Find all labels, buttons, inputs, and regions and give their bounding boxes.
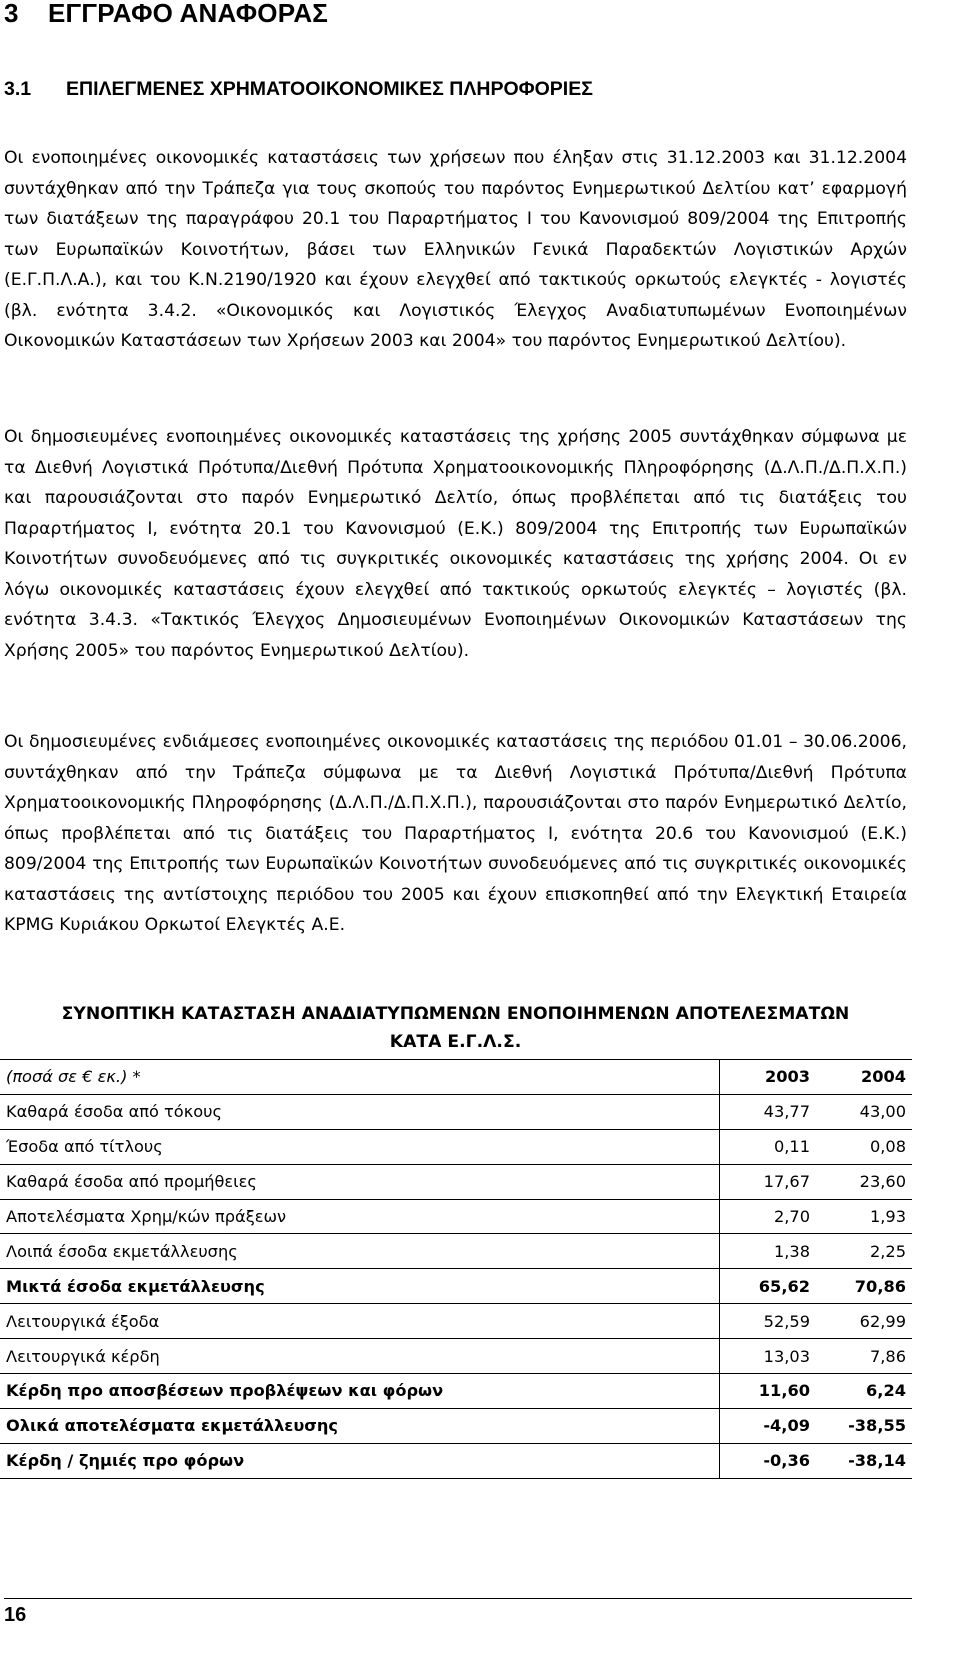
value-2003: -0,36 <box>720 1443 817 1478</box>
table-row <box>0 1304 912 1339</box>
row-label: Ολικά αποτελέσματα εκμετάλλευσης <box>0 1408 720 1443</box>
table-row <box>0 1374 912 1409</box>
footer-divider <box>4 1598 912 1599</box>
table-row <box>0 1443 912 1478</box>
table-row <box>0 1164 912 1199</box>
table-row <box>0 1199 912 1234</box>
table-title-line-1: ΣΥΝΟΠΤΙΚΗ ΚΑΤΑΣΤΑΣΗ ΑΝΑΔΙΑΤΥΠΩΜΕΝΩΝ ΕΝΟΠΟΙΗΜΕΝΩΝ ΑΠΟΤΕΛΕΣΜΑΤΩΝ <box>61 1004 850 1024</box>
table-row <box>0 1408 912 1443</box>
value-2004: 70,86 <box>816 1269 912 1304</box>
value-2004: 43,00 <box>816 1094 912 1129</box>
row-label: Λειτουργικά κέρδη <box>0 1339 720 1374</box>
value-2004: 23,60 <box>816 1164 912 1199</box>
table-header-row <box>0 1060 912 1095</box>
table-row <box>0 1094 912 1129</box>
row-label: Καθαρά έσοδα από τόκους <box>0 1094 720 1129</box>
row-label: Καθαρά έσοδα από προμήθειες <box>0 1164 720 1199</box>
value-2004: 0,08 <box>816 1129 912 1164</box>
value-2004: 7,86 <box>816 1339 912 1374</box>
value-2003: 65,62 <box>720 1269 817 1304</box>
row-label: Αποτελέσματα Χρημ/κών πράξεων <box>0 1199 720 1234</box>
column-header-2004: 2004 <box>816 1060 912 1095</box>
value-2003: 11,60 <box>720 1374 817 1409</box>
paragraph-1: Οι ενοποιημένες οικονομικές καταστάσεις των χρήσεων που έληξαν στις 31.12.2003 και 31.12.2004 συντάχθηκαν από την Τράπεζα για τους σκοπούς του παρόντος Ενημερωτικού Δελτίου κατ’ εφαρμογή των διατάξεων της παραγράφου 20.1 του Παραρτήματος Ι του Κανονισμού 809/2004 της Επιτροπής των Ευρωπαϊκών Κοινοτήτων, βάσει των Ελληνικών Γενικά Παραδεκτών Λογιστικών Αρχών (Ε.Γ.Π.Λ.Α.), και του Κ.Ν.2190/1920 και έχουν ελεγχθεί από τακτικούς ορκωτούς ελεγκτές - λογιστές (βλ. ενότητα 3.4.2. «Οικονομικός και Λογιστικός Έλεγχος Αναδιατυπωμένων Ενοποιημένων Οικονομικών Καταστάσεων των Χρήσεων 2003 και 2004» του παρόντος Ενημερωτικού Δελτίου). <box>4 148 907 351</box>
value-2004: -38,14 <box>816 1443 912 1478</box>
value-2003: 52,59 <box>720 1304 817 1339</box>
value-2004: 1,93 <box>816 1199 912 1234</box>
table-title-line-2: ΚΑΤΑ Ε.Γ.Λ.Σ. <box>389 1032 522 1052</box>
value-2004: 62,99 <box>816 1304 912 1339</box>
paragraph-2: Οι δημοσιευμένες ενοποιημένες οικονομικές καταστάσεις της χρήσης 2005 συντάχθηκαν σύμφωνα με τα Διεθνή Λογιστικά Πρότυπα/Διεθνή Πρότυπα Χρηματοοικονομικής Πληροφόρησης (Δ.Λ.Π./Δ.Π.Χ.Π.) και παρουσιάζονται στο παρόν Ενημερωτικό Δελτίο, όπως προβλέπεται από τις διατάξεις του Παραρτήματος Ι, ενότητα 20.1 του Κανονισμού (Ε.Κ.) 809/2004 της Επιτροπής των Ευρωπαϊκών Κοινοτήτων συνοδευόμενες από τις συγκριτικές οικονομικές καταστάσεις της χρήσης 2004. Οι εν λόγω οικονομικές καταστάσεις έχουν ελεγχθεί από τακτικούς ορκωτούς ελεγκτές – λογιστές (βλ. ενότητα 3.4.3. «Τακτικός Έλεγχος Δημοσιευμένων Ενοποιημένων Οικονομικών Καταστάσεων της Χρήσης 2005» του παρόντος Ενημερωτικού Δελτίου). <box>4 427 907 661</box>
table-row <box>0 1269 912 1304</box>
table-row <box>0 1339 912 1374</box>
value-2003: 0,11 <box>720 1129 817 1164</box>
value-2004: 2,25 <box>816 1234 912 1269</box>
financial-summary-table <box>0 1059 912 1479</box>
value-2003: -4,09 <box>720 1408 817 1443</box>
row-label: Κέρδη προ αποσβέσεων προβλέψεων και φόρων <box>0 1374 720 1409</box>
section-title: ΕΓΓΡΑΦΟ ΑΝΑΦΟΡΑΣ <box>48 0 329 28</box>
subsection-number: 3.1 <box>4 78 32 100</box>
table-row <box>0 1234 912 1269</box>
row-label: Λοιπά έσοδα εκμετάλλευσης <box>0 1234 720 1269</box>
page-number: 16 <box>4 1604 27 1626</box>
paragraph-3: Οι δημοσιευμένες ενδιάμεσες ενοποιημένες οικονομικές καταστάσεις της περιόδου 01.01 – 30.06.2006, συντάχθηκαν από την Τράπεζα σύμφωνα με τα Διεθνή Λογιστικά Πρότυπα/Διεθνή Πρότυπα Χρηματοοικονομικής Πληροφόρησης (Δ.Λ.Π./Δ.Π.Χ.Π.), παρουσιάζονται στο παρόν Ενημερωτικό Δελτίο, όπως προβλέπεται από τις διατάξεις του Παραρτήματος Ι, ενότητα 20.6 του Κανονισμού (Ε.Κ.) 809/2004 της Επιτροπής των Ευρωπαϊκών Κοινοτήτων συνοδευόμενες από τις συγκριτικές οικονομικές καταστάσεις της αντίστοιχης περιόδου του 2005 και έχουν επισκοπηθεί από την Ελεγκτική Εταιρεία KPMG Κυριάκου Ορκωτοί Ελεγκτές Α.Ε. <box>4 732 907 935</box>
row-label: Κέρδη / ζημιές προ φόρων <box>0 1443 720 1478</box>
value-2003: 43,77 <box>720 1094 817 1129</box>
section-number: 3 <box>4 0 19 28</box>
value-2003: 13,03 <box>720 1339 817 1374</box>
row-label: Έσοδα από τίτλους <box>0 1129 720 1164</box>
value-2004: -38,55 <box>816 1408 912 1443</box>
table-title <box>4 1000 907 1056</box>
value-2003: 2,70 <box>720 1199 817 1234</box>
table-body <box>0 1094 912 1478</box>
subsection-title: ΕΠΙΛΕΓΜΕΝΕΣ ΧΡΗΜΑΤΟΟΙΚΟΝΟΜΙΚΕΣ ΠΛΗΡΟΦΟΡΙΕΣ <box>66 78 593 100</box>
value-2003: 1,38 <box>720 1234 817 1269</box>
table-row <box>0 1129 912 1164</box>
row-label: Λειτουργικά έξοδα <box>0 1304 720 1339</box>
row-label: Μικτά έσοδα εκμετάλλευσης <box>0 1269 720 1304</box>
subsection-heading <box>4 78 593 101</box>
section-heading <box>4 0 328 29</box>
unit-label: (ποσά σε € εκ.) * <box>0 1060 720 1095</box>
column-header-2003: 2003 <box>720 1060 817 1095</box>
value-2003: 17,67 <box>720 1164 817 1199</box>
value-2004: 6,24 <box>816 1374 912 1409</box>
